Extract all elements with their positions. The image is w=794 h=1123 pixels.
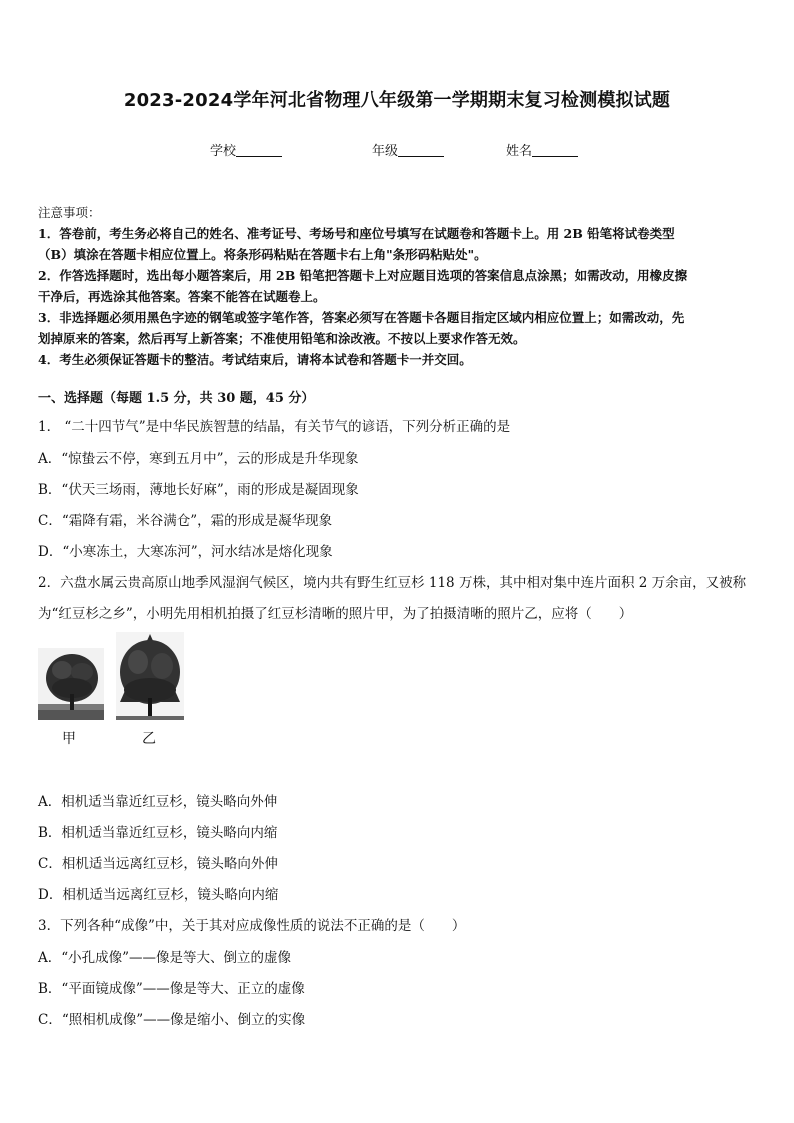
label-jia: 甲 <box>62 731 76 747</box>
q1-stem: 1． “二十四节气”是中华民族智慧的结晶，有关节气的谚语，下列分析正确的是 <box>38 419 511 435</box>
notice-heading: 注意事项： <box>38 205 101 220</box>
q1-option-d: D．“小寒冻土，大寒冻河”，河水结冰是熔化现象 <box>38 544 333 560</box>
q2-option-d: D．相机适当远离红豆杉，镜头略向内缩 <box>38 887 279 903</box>
grade-label: 年级 <box>372 144 399 159</box>
notice-block <box>38 202 760 370</box>
q1-option-a: A．“惊蛰云不停，寒到五月中”，云的形成是升华现象 <box>38 451 359 467</box>
q3-option-b: B．“平面镜成像”——像是等大、正立的虚像 <box>38 981 305 997</box>
school-blank[interactable] <box>236 143 282 157</box>
label-yi: 乙 <box>142 731 156 747</box>
name-label: 姓名 <box>506 144 533 159</box>
school-label: 学校 <box>210 144 237 159</box>
grade-blank[interactable] <box>398 143 444 157</box>
tree-photo-jia <box>38 648 104 720</box>
notice-line: （B）填涂在答题卡相应位置上。将条形码粘贴在答题卡右上角"条形码粘贴处"。 <box>38 247 487 262</box>
notice-line: 干净后，再选涂其他答案。答案不能答在试题卷上。 <box>38 289 326 304</box>
q2-stem-line2: 为“红豆杉之乡”，小明先用相机拍摄了红豆杉清晰的照片甲，为了拍摄清晰的照片乙，应将（ ） <box>38 606 633 622</box>
notice-line: 划掉原来的答案，然后再写上新答案；不准使用铅笔和涂改液。不按以上要求作答无效。 <box>38 331 526 346</box>
name-blank[interactable] <box>532 143 578 157</box>
q3-stem: 3．下列各种“成像”中，关于其对应成像性质的说法不正确的是（ ） <box>38 918 466 934</box>
q2-option-a: A．相机适当靠近红豆杉，镜头略向外伸 <box>38 794 278 810</box>
q2-option-c: C．相机适当远离红豆杉，镜头略向外伸 <box>38 856 278 872</box>
q3-option-a: A．“小孔成像”——像是等大、倒立的虚像 <box>38 950 292 966</box>
notice-line: 2．作答选择题时，选出每小题答案后，用 2B 铅笔把答题卡上对应题目选项的答案信息点涂黑；如需改动，用橡皮擦 <box>38 268 688 283</box>
grade-field[interactable] <box>372 140 444 159</box>
section-heading: 一、选择题（每题 1.5 分，共 30 题，45 分） <box>38 391 315 406</box>
q1-option-c: C．“霜降有霜，米谷满仓”，霜的形成是凝华现象 <box>38 513 333 529</box>
q1-option-b: B．“伏天三场雨，薄地长好麻”，雨的形成是凝固现象 <box>38 482 359 498</box>
name-field[interactable] <box>506 140 578 159</box>
q2-option-b: B．相机适当靠近红豆杉，镜头略向内缩 <box>38 825 278 841</box>
q2-stem-line1: 2．六盘水属云贵高原山地季风湿润气候区，境内共有野生红豆杉 118 万株，其中相对集中连片面积 2 万余亩，又被称 <box>38 575 747 591</box>
tree-photo-yi <box>116 632 184 720</box>
student-info-row <box>0 140 794 160</box>
notice-line: 3．非选择题必须用黑色字迹的钢笔或签字笔作答，答案必须写在答题卡各题目指定区域内相应位置上；如需改动，先 <box>38 310 685 325</box>
notice-line: 4．考生必须保证答题卡的整洁。考试结束后，请将本试卷和答题卡一并交回。 <box>38 352 472 367</box>
exam-title: 2023-2024学年河北省物理八年级第一学期期末复习检测模拟试题 <box>123 90 671 111</box>
q2-figure <box>38 632 188 752</box>
notice-line: 1．答卷前，考生务必将自己的姓名、准考证号、考场号和座位号填写在试题卷和答题卡上。用 2B 铅笔将试卷类型 <box>38 226 675 241</box>
q3-option-c: C．“照相机成像”——像是缩小、倒立的实像 <box>38 1012 306 1028</box>
school-field[interactable] <box>210 140 282 159</box>
